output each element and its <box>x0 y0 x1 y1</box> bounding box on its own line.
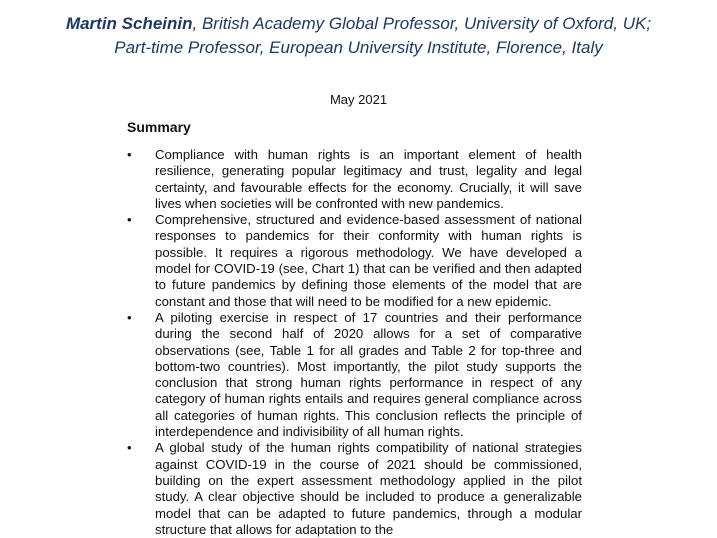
author-affiliation-1: , British Academy Global Professor, University of Oxford, UK; <box>192 14 652 33</box>
summary-heading: Summary <box>127 119 191 135</box>
summary-bullet-item <box>127 310 582 440</box>
summary-bullet-item <box>127 212 582 310</box>
summary-bullet-text: Comprehensive, structured and evidence-based assessment of national responses to pandemics for their conformity with human rights is possible. It requires a rigorous methodology. We have developed a model for COVID-19 (see, Chart 1) that can be verified and then adapted to future pandemics by defining those elements of the model that are constant and those that will need to be modified for a new epidemic. <box>155 212 582 309</box>
summary-bullet-item <box>127 440 582 538</box>
summary-bullet-text: Compliance with human rights is an important element of health resilience, generating popular legitimacy and trust, legality and legal certainty, and favourable effects for the economy. Crucially, it will save lives when societies will be confronted with new pandemics. <box>155 147 582 211</box>
bullet-icon: • <box>127 212 132 228</box>
author-name: Martin Scheinin <box>65 14 193 33</box>
document-date: May 2021 <box>329 92 388 107</box>
bullet-icon: • <box>127 309 132 325</box>
author-line-1 <box>0 12 717 36</box>
author-affiliation-2: Part-time Professor, European University Institute, Florence, Italy <box>114 38 603 57</box>
summary-bullet-list <box>127 147 582 538</box>
bullet-icon: • <box>127 440 132 456</box>
summary-bullet-item <box>127 147 582 212</box>
bullet-icon: • <box>127 147 132 162</box>
summary-bullet-text: A piloting exercise in respect of 17 countries and their performance during the second half of 2020 allows for a set of comparative observations (see, Table 1 for all grades and Table 2 for top-three and bottom-two countries). Most importantly, the pilot study supports the conclusion that strong human rights performance in respect of any category of human rights entails and requires general compliance across all categories of human rights. This conclusion reflects the principle of interdependence and indivisibility of all human rights. <box>155 309 582 440</box>
author-block <box>0 12 717 60</box>
summary-bullet-text: A global study of the human rights compatibility of national strategies against COVID-19 in the course of 2021 should be commissioned, building on the expert assessment methodology applied in the pilot study. A clear objective should be included to produce a generalizable model that can be adapted to future pandemics, through a modular structure that allows for adaptation to the <box>155 440 582 537</box>
